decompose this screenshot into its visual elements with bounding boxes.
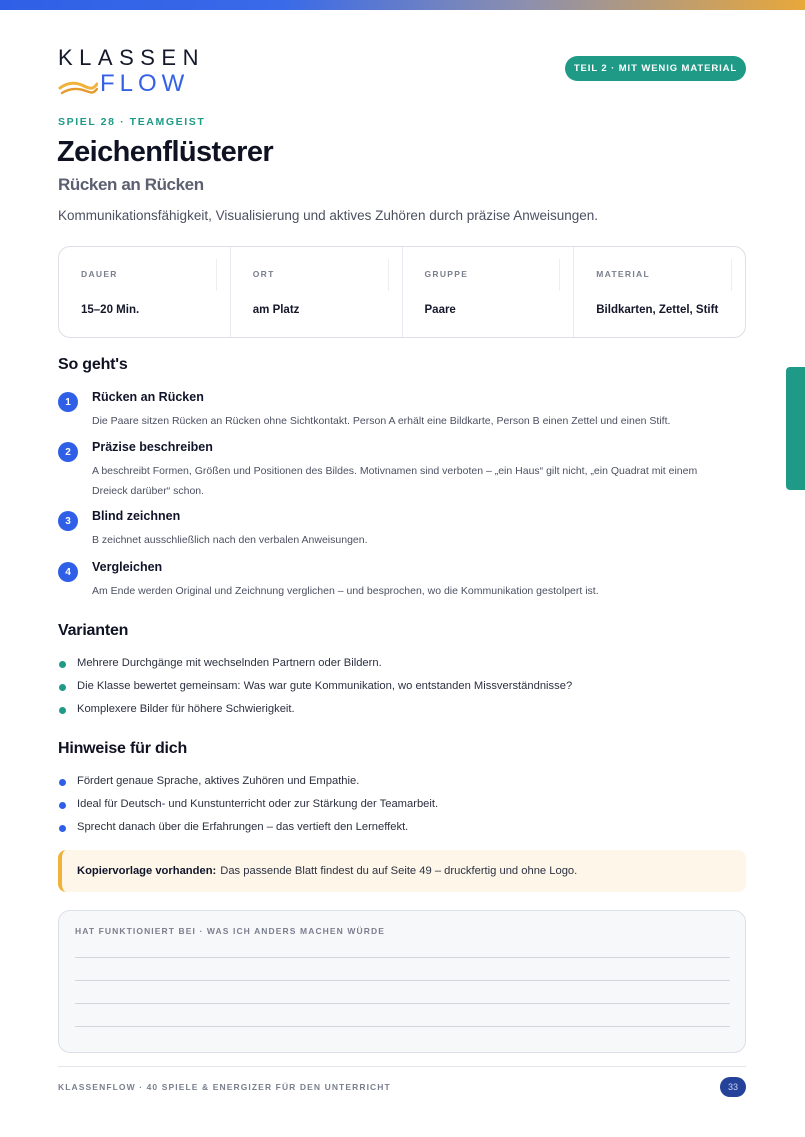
meta-label: ORT [252, 269, 275, 279]
list-item [58, 773, 438, 796]
meta-duration [59, 247, 230, 337]
writing-line [75, 1026, 730, 1027]
logo-wordmark-bottom: FLOW [100, 70, 190, 97]
list-item [58, 655, 572, 678]
meta-value: am Platz [252, 304, 300, 316]
reflection-box [58, 910, 746, 1053]
lead-text: Kommunikationsfähigkeit, Visualisierung und aktives Zuhören durch präzise Anweisungen. [58, 208, 599, 223]
step-number: 4 [58, 562, 78, 582]
step-text: Die Paare sitzen Rücken an Rücken ohne Sichtkontakt. Person A erhält eine Bildkarte, Person B einen Zettel und einen Stift. [92, 415, 671, 427]
list-item [58, 701, 572, 724]
writing-line [75, 1003, 730, 1004]
step-number: 1 [58, 392, 78, 412]
page-subtitle: Rücken an Rücken [58, 175, 204, 194]
footer-divider [58, 1066, 746, 1067]
step-text: B zeichnet ausschließlich nach den verbalen Anweisungen. [92, 534, 368, 546]
list-item [58, 678, 572, 701]
klassenflow-logo [58, 46, 205, 97]
list-item-text: Ideal für Deutsch- und Kunstunterricht oder zur Stärkung der Teamarbeit. [77, 798, 439, 810]
step-title: Präzise beschreiben [92, 440, 213, 454]
list-item-text: Fördert genaue Sprache, aktives Zuhören und Empathie. [77, 775, 360, 787]
meta-label: MATERIAL [596, 269, 650, 279]
meta-value: Paare [424, 304, 456, 316]
hints-heading: Hinweise für dich [58, 740, 188, 757]
list-item [58, 819, 438, 842]
hints-list [58, 773, 438, 842]
logo-wordmark-top: KLASSEN [58, 45, 205, 70]
writing-line [75, 957, 730, 958]
meta-value: 15–20 Min. [81, 304, 140, 316]
step-title: Rücken an Rücken [92, 390, 204, 404]
template-note [58, 850, 746, 892]
meta-info-box [58, 246, 746, 338]
step-text: Am Ende werden Original und Zeichnung verglichen – und besprochen, wo die Kommunikation gestolpert ist. [92, 585, 599, 597]
section-side-tab [786, 367, 805, 490]
meta-location [230, 247, 402, 337]
steps-heading: So geht's [58, 356, 128, 373]
meta-label: GRUPPE [424, 269, 469, 279]
reflection-label: HAT FUNKTIONIERT BEI · WAS ICH ANDERS MACHEN WÜRDE [75, 926, 385, 936]
variants-list [58, 655, 572, 724]
bullet-dot-icon [59, 684, 66, 691]
page-title: Zeichenflüsterer [57, 136, 274, 168]
bullet-dot-icon [59, 802, 66, 809]
bullet-dot-icon [59, 707, 66, 714]
bullet-dot-icon [59, 779, 66, 786]
note-text: Das passende Blatt findest du auf Seite 49 – druckfertig und ohne Logo. [220, 865, 578, 877]
page-number: 33 [720, 1077, 746, 1097]
meta-group [402, 247, 574, 337]
meta-value: Bildkarten, Zettel, Stift [596, 304, 719, 316]
footer-text: KLASSENFLOW · 40 SPIELE & ENERGIZER FÜR DEN UNTERRICHT [58, 1082, 391, 1092]
top-gradient-bar [0, 0, 805, 10]
list-item-text: Mehrere Durchgänge mit wechselnden Partnern oder Bildern. [77, 657, 382, 669]
writing-line [75, 980, 730, 981]
step-number: 2 [58, 442, 78, 462]
list-item-text: Die Klasse bewertet gemeinsam: Was war gute Kommunikation, wo entstanden Missverständnisse? [77, 680, 573, 692]
list-item [58, 796, 438, 819]
note-label: Kopiervorlage vorhanden: [77, 865, 217, 877]
step-text: A beschreibt Formen, Größen und Positionen des Bildes. Motivnamen sind verboten – „ein Haus“ gilt nicht, „ein Quadrat mit einem Dreieck darüber“ schon. [92, 465, 698, 497]
logo-waves-icon [58, 73, 98, 95]
bullet-dot-icon [59, 825, 66, 832]
game-eyebrow: SPIEL 28 · TEAMGEIST [58, 116, 206, 128]
part-badge: TEIL 2 · MIT WENIG MATERIAL [565, 56, 746, 81]
step-title: Vergleichen [92, 560, 163, 574]
step-number: 3 [58, 511, 78, 531]
list-item-text: Sprecht danach über die Erfahrungen – das vertieft den Lerneffekt. [77, 821, 409, 833]
bullet-dot-icon [59, 661, 66, 668]
list-item-text: Komplexere Bilder für höhere Schwierigkeit. [77, 703, 295, 715]
variants-heading: Varianten [58, 622, 129, 639]
meta-label: DAUER [81, 269, 118, 279]
meta-material [573, 247, 745, 337]
step-title: Blind zeichnen [92, 509, 181, 523]
